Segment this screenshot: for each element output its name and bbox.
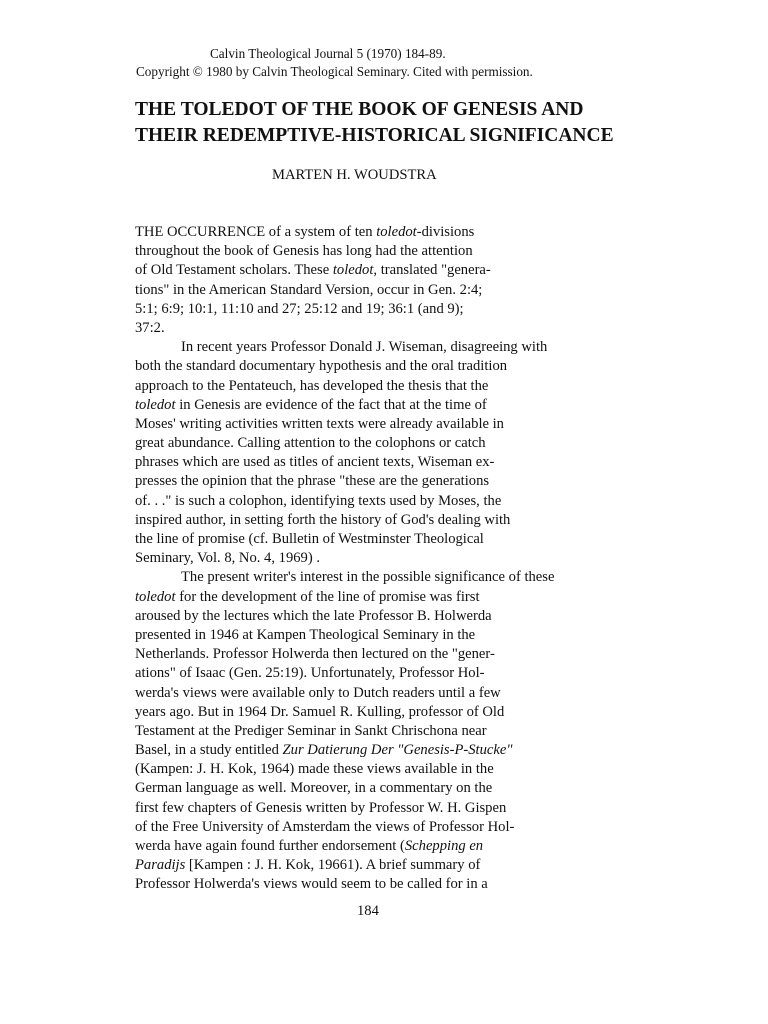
- text-line: approach to the Pentateuch, has developed the thesis that the: [135, 377, 489, 394]
- text-line: the line of promise (cf. Bulletin of Westminster Theological: [135, 531, 484, 547]
- text-line: aroused by the lectures which the late Professor B. Holwerda: [135, 607, 492, 624]
- text-line: toledot for the development of the line of promise was first: [135, 588, 480, 605]
- text-line: (Kampen: J. H. Kok, 1964) made these views available in the: [135, 761, 494, 778]
- text-line: years ago. But in 1964 Dr. Samuel R. Kulling, professor of Old: [135, 703, 505, 720]
- text-line: throughout the book of Genesis has long had the attention: [135, 243, 473, 260]
- text-line: of the Free University of Amsterdam the views of Professor Hol-: [135, 818, 515, 835]
- article-body: [135, 223, 554, 895]
- title-line-1: THE TOLEDOT OF THE BOOK OF GENESIS AND: [135, 99, 584, 120]
- author-name: MARTEN H. WOUDSTRA: [272, 167, 437, 183]
- journal-citation-header: [136, 45, 533, 81]
- text-line: of Old Testament scholars. These toledot, translated "genera-: [135, 262, 491, 279]
- text-line: werda have again found further endorsement (Schepping en: [135, 838, 484, 854]
- page-number: 184: [357, 903, 379, 919]
- text-line: Netherlands. Professor Holwerda then lectured on the "gener-: [135, 646, 495, 663]
- text-line: Basel, in a study entitled Zur Datierung Der "Genesis-P-Stucke": [135, 742, 513, 759]
- text-line: Professor Holwerda's views would seem to be called for in a: [135, 876, 488, 893]
- text-line: German language as well. Moreover, in a commentary on the: [135, 780, 493, 797]
- text-line: Paradijs [Kampen : J. H. Kok, 19661). A brief summary of: [135, 857, 481, 874]
- text-line: 5:1; 6:9; 10:1, 11:10 and 27; 25:12 and 19; 36:1 (and 9);: [135, 300, 464, 317]
- text-line: presented in 1946 at Kampen Theological Seminary in the: [135, 626, 476, 643]
- title-line-2: THEIR REDEMPTIVE-HISTORICAL SIGNIFICANCE: [135, 125, 614, 146]
- text-line: In recent years Professor Donald J. Wiseman, disagreeing with: [181, 339, 548, 356]
- text-line: Moses' writing activities written texts were already available in: [135, 415, 504, 432]
- text-line: werda's views were available only to Dutch readers until a few: [135, 684, 501, 701]
- text-line: toledot in Genesis are evidence of the fact that at the time of: [135, 396, 487, 413]
- text-line: tions" in the American Standard Version, occur in Gen. 2:4;: [135, 281, 483, 298]
- text-line: first few chapters of Genesis written by Professor W. H. Gispen: [135, 799, 507, 816]
- text-line: of. . ." is such a colophon, identifying texts used by Moses, the: [135, 492, 502, 509]
- article-title: [135, 97, 614, 149]
- text-line: Testament at the Prediger Seminar in Sankt Chrischona near: [135, 722, 487, 739]
- text-line: both the standard documentary hypothesis and the oral tradition: [135, 358, 508, 375]
- text-line: ations" of Isaac (Gen. 25:19). Unfortunately, Professor Hol-: [135, 665, 485, 682]
- text-line: phrases which are used as titles of ancient texts, Wiseman ex-: [135, 454, 495, 471]
- text-line: Seminary, Vol. 8, No. 4, 1969) .: [135, 550, 320, 567]
- text-line: THE OCCURRENCE of a system of ten toledot-divisions: [135, 224, 475, 240]
- copyright-line: Copyright © 1980 by Calvin Theological Seminary. Cited with permission.: [136, 64, 533, 79]
- text-line: 37:2.: [135, 319, 165, 336]
- text-line: great abundance. Calling attention to the colophons or catch: [135, 435, 486, 452]
- citation-line: Calvin Theological Journal 5 (1970) 184-89.: [210, 46, 446, 61]
- text-line: inspired author, in setting forth the history of God's dealing with: [135, 511, 511, 528]
- text-line: presses the opinion that the phrase "these are the generations: [135, 473, 490, 490]
- text-line: The present writer's interest in the possible significance of these: [181, 569, 555, 586]
